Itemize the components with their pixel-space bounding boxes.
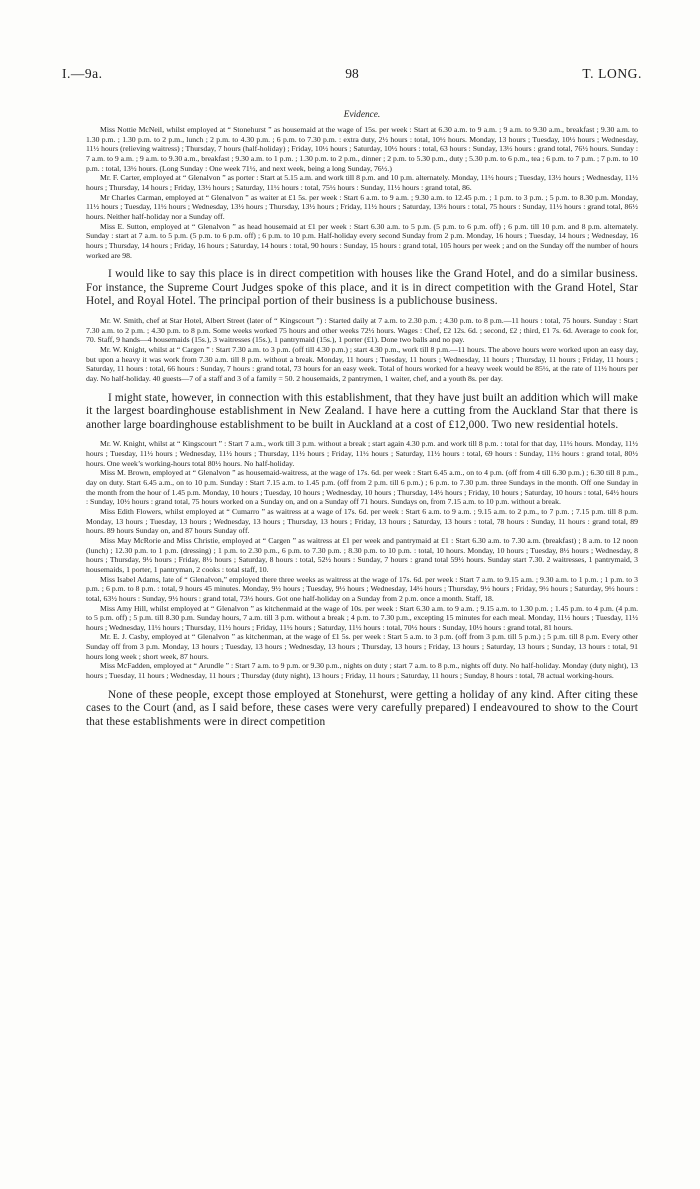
evidence-entry: Miss McFadden, employed at “ Arundle ” : Start 7 a.m. to 9 p.m. or 9.30 p.m., nights on duty ; start 7 a.m. to 8 p.m., nights off duty. No half-holiday. Monday (duty night), 13 hours ; Tuesday, 11 hours ; Wednesday, 11 hours ; Thursday (duty night), 13 hours ; Friday, 11 hours ; Saturday, 11 hours ; Sunday, 8 hours : total, 78 actual working-hours. bbox=[86, 661, 638, 681]
evidence-entry: Miss May McRorie and Miss Christie, employed at “ Cargen ” as waitress at £1 per week and pantrymaid at £1 : Start 6.30 a.m. to 7.30 a.m. (breakfast) ; 8 a.m. to 12 noon (lunch) ; 12.30 p.m. to 1 p.m. (dressing) ; 1 p.m. to 2.30 p.m., 6 p.m. to 7.30 p.m. ; 8.30 p.m. to 10 p.m. : total, 10 hours. Monday, 10 hours ; Tuesday, 8½ hours ; Wednesday, 8 hours ; Thursday, 9½ hours ; Friday, 8½ hours ; Saturday, 8 hours : total, 52½ hours : Sunday, 7 hours : grand total 59½ hours. Sunday start 7.30. 2 waitresses, 1 pantrymaid, 3 housemaids, 1 porter, 1 pantryman, 2 cooks : total staff, 10. bbox=[86, 535, 638, 574]
evidence-entry: Mr Charles Carman, employed at “ Glenalvon ” as waiter at £1 5s. per week : Start 6 a.m. to 9 a.m. ; 9.30 a.m. to 12.45 p.m. ; 1 p.m. to 3 p.m. ; 5 p.m. to 8.30 p.m. Monday, 11½ hours ; Tuesday, 11½ hours ; Wednesday, 13½ hours ; Thursday, 13½ hours ; Friday, 11½ hours ; Saturday, 13½ hours : total, 75 hours : Sunday, 11½ hours : grand total, 86½ hours. Neither half-holiday nor a Sunday off. bbox=[86, 192, 638, 221]
evidence-entry: Mr. F. Carter, employed at “ Glenalvon ” as porter : Start at 5.15 a.m. and work till 8 p.m. and 10 p.m. alternately. Monday, 11½ hours ; Tuesday, 13½ hours ; Wednesday, 11½ hours ; Thursday, 14 hours ; Friday, 13½ hours ; Saturday, 11½ hours : total, 75½ hours : Sunday, 11½ hours : grand total, 86. bbox=[86, 173, 638, 192]
evidence-entry: Miss Edith Flowers, whilst employed at “ Cumarro ” as waitress at a wage of 17s. 6d. per week : Start 6 a.m. to 9 a.m. ; 9.15 a.m. to 2 p.m., to 7 p.m. ; 7.15 p.m. till 8 p.m. Monday, 13 hours ; Tuesday, 13 hours ; Wednesday, 13 hours ; Thursday, 13 hours ; Friday, 13 hours ; Saturday, 13 hours : total, 78 hours : Sunday, 11 hours : grand total, 89 hours. 89 hours Sunday on, and 87 hours Sunday off. bbox=[86, 506, 638, 536]
evidence-entry: Miss Isabel Adams, late of “ Glenalvon,” employed there three weeks as waitress at the wage of 17s. 6d. per week : Start 7 a.m. to 9.15 a.m. ; 9.30 a.m. to 1 p.m. ; 1 p.m. to 3 p.m. ; 6 p.m. to 8 p.m. : total, 9 hours 45 minutes. Monday, 9½ hours ; Tuesday, 9½ hours ; Wednesday, 14½ hours ; Thursday, 9½ hours ; Friday, 9½ hours ; Saturday, 9½ hours : total, 63½ hours : Sunday, 9½ hours : grand total, 73½ hours. Got one half-holiday on a Sunday from 2 p.m. once a month. Staff, 18. bbox=[86, 574, 638, 603]
evidence-entry: Mr. E. J. Casby, employed at “ Glenalvon ” as kitchenman, at the wage of £1 5s. per week : Start 5 a.m. to 3 p.m. (off from 3 p.m. till 5 p.m.) ; 5 p.m. till 8 p.m. Every other Sunday off from 3 p.m. Monday, 13 hours ; Tuesday, 13 hours ; Wednesday, 13 hours ; Thursday, 13 hours ; Friday, 13 hours ; Saturday, 13 hours ; Sunday, 13 hours : total, 91 hours long week ; short week, 87 hours. bbox=[86, 632, 638, 661]
testimony-paragraph: I would like to say this place is in direct competition with houses like the Grand Hotel, and do a similar business. For instance, the Supreme Court Judges spoke of this place, and it is in direct competition with the Grand Hotel, Star Hotel, and Royal Hotel. The principal portion of their business is a publichouse business. bbox=[86, 268, 638, 308]
evidence-entry: Miss M. Brown, employed at “ Glenalvon ” as housemaid-waitress, at the wage of 17s. 6d. per week : Start 6.45 a.m., on to 4 p.m. (off from 4 till 6.30 p.m.) ; 6.30 till 8 p.m., day on duty. Start 6.45 a.m., on to 10 p.m. Sunday : Start 7.15 a.m. to 1.45 p.m. (off from 2 p.m. till 6 p.m.) ; 6 p.m. to 7.30 p.m. three Sundays in the month. Off one Sunday in the month from the hour of 1.45 p.m. Monday, 10 hours ; Tuesday, 10 hours ; Wednesday, 10 hours ; Thursday, 14½ hours ; Friday, 10 hours ; Saturday, 10 hours : total, 64½ hours : Sunday, 10½ hours : grand total, 75 hours worked on a Sunday on, and on a Sunday off 71 hours. Sundays on, from 7.15 a.m. to 10 p.m. without a break. bbox=[86, 468, 638, 507]
page-header bbox=[62, 66, 642, 86]
testimony-paragraph: I might state, however, in connection with this establishment, that they have just built an addition which will make it the largest boardinghouse establishment in New Zealand. I have here a cutting from the Auckland Star that there is another large boardinghouse establishment to be built in Auckland at a cost of £12,000. Two new residential hotels. bbox=[86, 391, 638, 431]
evidence-entry: Mr. W. Knight, whilst at “ Cargen ” : Start 7.30 a.m. to 3 p.m. (off till 4.30 p.m.) ; start 4.30 p.m., work till 8 p.m.—11 hours. The above hours were worked upon an easy day, but upon a heavy it was work from 7.30 a.m. till 8 p.m. without a break. Monday, 11 hours ; Tuesday, 11 hours ; Wednesday, 11 hours ; Thursday, 11 hours ; Friday, 11 hours ; Saturday, 11 hours : total, 66 hours : Sunday, 7 hours : grand total, 73 hours for an easy week. Total of hours worked for a heavy week would be 85½, at the rate of 11½ hours per day. No half-holiday. 40 guests—7 of a staff and 3 of a family = 50. 2 housemaids, 2 pantrymen, 1 waiter, chef, and a youth 8s. per day. bbox=[86, 344, 638, 383]
evidence-entry: Mr. W. Knight, whilst at “ Kingscourt ” : Start 7 a.m., work till 3 p.m. without a break ; start again 4.30 p.m. and work till 8 p.m. : total for that day, 11½ hours. Monday, 11½ hours ; Tuesday, 11½ hours ; Wednesday, 11½ hours ; Thursday, 11½ hours ; Friday, 11½ hours ; Saturday, 11½ hours : total, 69 hours : Sunday, 11½ hours : grand total, 80½ hours. One week’s working-hours total 80½ hours. No half-holiday. bbox=[86, 439, 638, 468]
evidence-entry: Mr. W. Smith, chef at Star Hotel, Albert Street (later of “ Kingscourt ”) : Started daily at 7 a.m. to 2.30 p.m. ; 4.30 p.m. to 8 p.m.—11 hours : total, 75 hours. Sunday : Start 7.30 a.m. to 2 p.m. ; 4.30 p.m. to 8 p.m. Some weeks worked 75 hours and other weeks 72½ hours. Wages : Chef, £2 12s. 6d. ; second, £2 ; third, £1 7s. 6d. Average to cook for, 70. Staff, 9 hands—4 housemaids (15s.), 3 waitresses (15s.), 1 pantrymaid (15s.), 1 porter (£1). Done two balls and no pay. bbox=[86, 315, 638, 345]
evidence-entry: Miss Nottie McNeil, whilst employed at “ Stonehurst ” as housemaid at the wage of 15s. per week : Start at 6.30 a.m. to 9 a.m. ; 9 a.m. to 9.30 a.m., breakfast ; 9.30 a.m. to 1.30 p.m. ; 1.30 p.m. to 2 p.m., lunch ; 2 p.m. to 4.30 p.m. ; 6 p.m. to 7.30 p.m. : extra duty, 2½ hours : total, 10½ hours. Monday, 13 hours ; Tuesday, 10½ hours ; Wednesday, 11½ hours (relieving waitress) ; Thursday, 7 hours (half-holiday) ; Friday, 10½ hours ; Saturday, 10½ hours : total, 63 hours : Sunday, 13½ hours : grand total, 76½ hours. Sunday : 7 a.m. to 9 a.m. ; 9 a.m. to 9.30 a.m., breakfast ; 9.30 a.m. to 1 p.m. ; 1.30 p.m. to 2 p.m., dinner ; 2 p.m. to 5.30 p.m., duty ; 5.30 p.m. to 6 p.m., tea ; 6 p.m. to 7 p.m. ; 7 p.m. to 10 p.m. : total, 13½ hours. (Long Sunday : One week 71½, and next week, being a long Sunday, 76½.) bbox=[86, 125, 638, 173]
evidence-entry: Miss Amy Hill, whilst employed at “ Glenalvon ” as kitchenmaid at the wage of 10s. per week : Start 6.30 a.m. to 9 a.m. ; 9.15 a.m. to 1.30 p.m. ; 1.45 p.m. to 4 p.m. (4 p.m. to 5 p.m. off) ; 5 p.m. till 8.30 p.m. Sunday hours, 7 a.m. till 3 p.m. without a break ; 4 p.m. to 7.30 p.m., excepting 15 minutes for each meal. Monday, 11½ hours ; Tuesday, 11½ hours ; Wednesday, 11½ hours ; Thursday, 11½ hours ; Friday, 11½ hours ; Saturday, 11½ hours : total, 70½ hours : Sunday, 10½ hours : grand total, 81 hours. bbox=[86, 603, 638, 632]
page-number: 98 bbox=[345, 66, 359, 81]
section-caption: Evidence. bbox=[343, 110, 381, 120]
page-body bbox=[86, 110, 638, 737]
testimony-paragraph: None of these people, except those employed at Stonehurst, were getting a holiday of any kind. After citing these cases to the Court (and, as I said before, these cases were very carefully prepared) I endeavoured to show to the Court that these establishments were in direct competition bbox=[86, 688, 638, 728]
evidence-entry: Miss E. Sutton, employed at “ Glenalvon ” as head housemaid at £1 per week : Start 6.30 a.m. to 5 p.m. (5 p.m. to 6 p.m. off) ; 6 p.m. till 10 p.m. and 8 p.m. alternately. Sunday : start at 7 a.m. to 5 p.m. (5 p.m. to 6 p.m. off) ; 6 p.m. to 10 p.m. Half-holiday every second Sunday from 2 p.m. Monday, 16 hours ; Tuesday, 14 hours ; Wednesday, 16 hours ; Thursday, 14 hours ; Friday, 16 hours ; Saturday, 14 hours : total, 90 hours : Sunday, 15 hours : grand total, 105 hours per week ; and on the Sunday off the number of hours worked are 98. bbox=[86, 221, 638, 260]
document-reference: I.—9a. bbox=[62, 66, 103, 81]
witness-name: T. LONG. bbox=[582, 66, 642, 81]
